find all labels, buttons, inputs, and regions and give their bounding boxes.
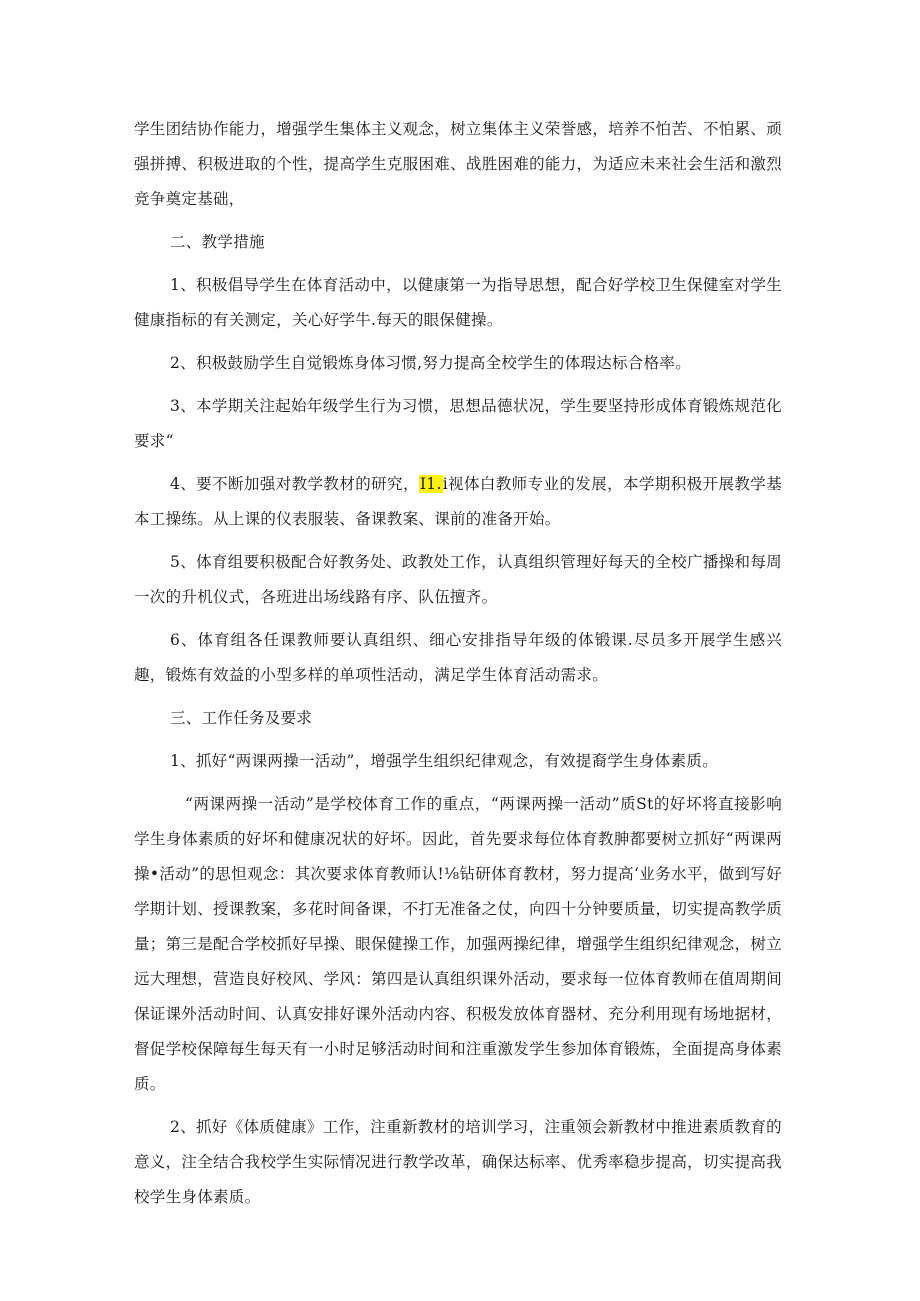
- paragraph-intro-continuation: 学生团结协作能力，增强学生集体主义观念，树立集体主义荣誉感，培养不怕苦、不怕累、顽强拼搏、积极进取的个性，提高学生克服困难、战胜困难的能力，为适应未来社会生活和激烈竞争奠定基础，: [134, 120, 782, 208]
- task-item-1: 1、抓好“两课两操一活动”，增强学生组织纪律观念，有效提裔学生身体素质。: [170, 752, 719, 770]
- measure-item-2: 2、积极鼓励学生自觉锻炼身体习惯,努力提高全校学生的体瑕达标合格率。: [170, 354, 691, 372]
- measure-item-3: 3、本学期关注起始年级学生行为习惯，思想品德状况，学生要坚持形成体育锻炼规范化要求“: [134, 397, 782, 450]
- task-item-2: 2、抓好《体质健康》工作，注重新教材的培训学习，注重领会新教材中推进素质教育的意义，注全结合我校学生实际情况进行教学改革，确保达标率、优秀率稳步提高，切实提高我校学生身体素质。: [134, 1118, 782, 1206]
- task-item-1-detail: “两课两操一活动”是学校体育工作的重点，“两课两操一活动”质St的好坏将直接影响学生身体素质的好坏和健康况状的好坏。因此，首先要求每位体育教胂都要树立抓好“两课两操•活动”的思怛观念：其次要求体育教师认!⅛钻研体育教材，努力提高‘业务水平，做到写好学期计划、授课教案，多花时间备课，不打无准备之仗，向四十分钟要质量，切实提高教学质量；第三是配合学校抓好早操、眼保健操工作，加强两操纪律，增强学生组织纪律观念，树立远大理想，营造良好校风、学风：第四是认真组织课外活动，要求每一位体育教师在值周期间保证课外活动时间、认真安排好课外活动内容、积极发放体育器材、充分利用现有场地据材，督促学校保障每生每天有一小时足够活动时间和注重激发学生参加体育锻炼，全面提高身体素质。: [134, 795, 782, 1093]
- measure-item-4-before: 4、要不断加强对教学教材的研究，: [170, 475, 419, 493]
- section-heading-tasks: 三、工作任务及要求: [170, 709, 313, 727]
- measure-item-1: 1、积极倡导学生在体育活动中，以健康第一为指导思想，配合好学校卫生保健室对学生健康指标的有关测定，关心好学牛.每天的眼保健操。: [134, 276, 782, 329]
- highlighted-text: I1.: [419, 475, 442, 493]
- document-body: [134, 112, 782, 1223]
- section-heading-teaching-measures: 二、教学措施: [170, 233, 265, 251]
- measure-item-5: 5、体育组要积极配合好教务处、政教处工作，认真组织管理好每天的全校广播操和每周一次的升机仪式，各班进出场线路有序、队伍擅齐。: [134, 553, 782, 606]
- measure-item-6: 6、体育组各任课教师要认真组织、细心安排指导年级的体锻课.尽员多开展学生感兴趣，锻炼有效益的小型多样的单项性活动，满足学生体育活动需求。: [134, 631, 782, 684]
- measure-item-4: [134, 467, 782, 537]
- measure-item-4-after: i视体白教师专业的发展，本学期积极开展教学基本工操练。从上课的仪表服装、备课教案、课前的准备开始。: [134, 475, 782, 528]
